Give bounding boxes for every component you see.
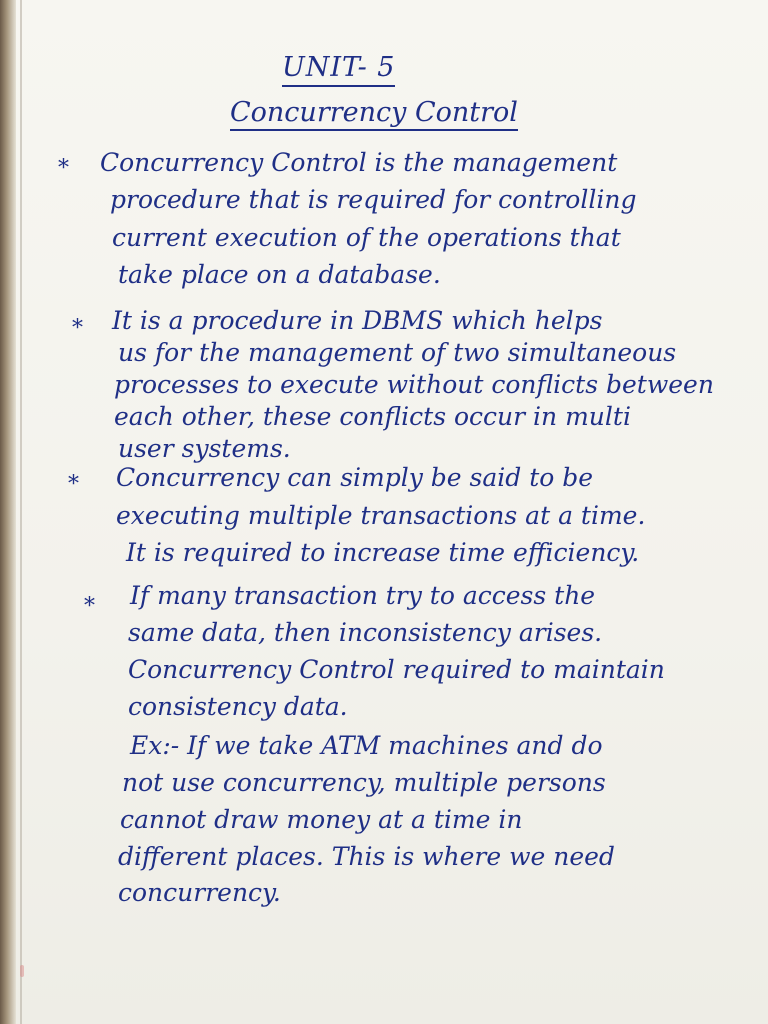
- ink-smudge: [20, 965, 24, 977]
- note-line: different places. This is where we need: [118, 842, 615, 871]
- margin-line: [20, 0, 22, 1024]
- note-line: procedure that is required for controlling: [110, 185, 637, 214]
- bullet-marker: *: [68, 472, 79, 497]
- note-line: It is required to increase time efficiency.: [126, 538, 640, 567]
- note-line: current execution of the operations that: [112, 223, 621, 252]
- note-line: consistency data.: [128, 692, 348, 721]
- binding-edge: [0, 0, 16, 1024]
- bullet-marker: *: [72, 316, 83, 341]
- note-line: executing multiple transactions at a time.: [116, 501, 646, 530]
- bullet-marker: *: [84, 594, 95, 619]
- note-line: If many transaction try to access the: [130, 581, 596, 610]
- note-line: Ex:- If we take ATM machines and do: [130, 731, 603, 760]
- note-line: Concurrency can simply be said to be: [116, 463, 594, 492]
- note-line: take place on a database.: [118, 260, 441, 289]
- note-line: each other, these conflicts occur in multi: [114, 402, 631, 431]
- note-line: Concurrency Control is the management: [100, 148, 618, 177]
- topic-heading: Concurrency Control: [230, 97, 518, 131]
- note-line: processes to execute without conflicts between: [114, 370, 714, 399]
- note-line: Concurrency Control required to maintain: [128, 655, 665, 684]
- note-line: us for the management of two simultaneous: [118, 338, 677, 367]
- note-line: user systems.: [118, 434, 291, 463]
- note-line: It is a procedure in DBMS which helps: [112, 306, 603, 335]
- unit-heading: UNIT- 5: [282, 52, 395, 87]
- bullet-marker: *: [58, 156, 69, 181]
- note-line: not use concurrency, multiple persons: [122, 768, 606, 797]
- note-line: concurrency.: [118, 878, 281, 907]
- note-line: cannot draw money at a time in: [120, 805, 523, 834]
- note-line: same data, then inconsistency arises.: [128, 618, 603, 647]
